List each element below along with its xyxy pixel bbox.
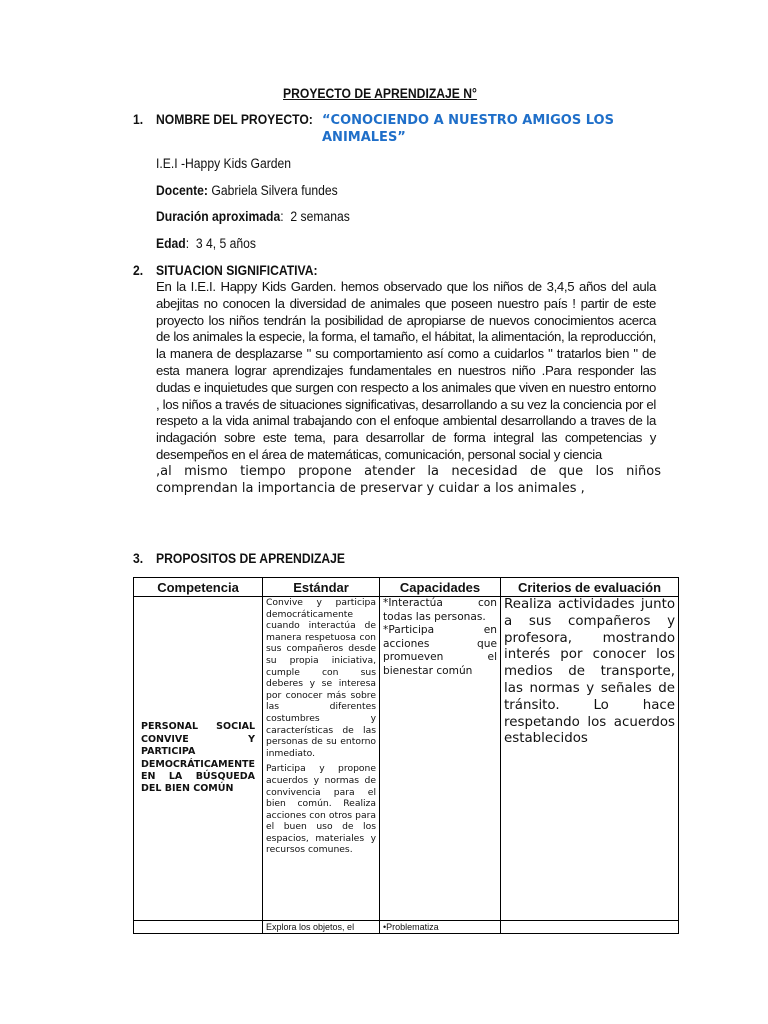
section-1-number: 1. [133, 112, 144, 127]
edad-label: Edad [156, 236, 186, 251]
header-capacidades: Capacidades [380, 578, 501, 597]
capacidades-cell [380, 597, 501, 921]
criterio-cell-empty [501, 921, 679, 934]
institution-name: I.E.I -Happy Kids Garden [156, 156, 292, 171]
edad-line [156, 236, 256, 251]
criterio-cell: Realiza actividades junto a sus compañeros y profesora, mostrando interés por conocer los medios de transporte, las normas y señales de tránsito. Lo hace respetando los acuerdos establecidos [501, 597, 679, 921]
competencia-cell: PERSONAL SOCIAL CONVIVE Y PARTICIPA DEMOCRÁTICAMENTE EN LA BÚSQUEDA DEL BIEN COMÚN [134, 597, 263, 921]
situacion-text-tail: ,al mismo tiempo propone atender la necesidad de que los niños comprendan la importancia de preservar y cuidar a los animales , [156, 464, 661, 496]
estandar-paragraph-2: Participa y propone acuerdos y normas de convivencia para el bien común. Realiza acciones con otros para el buen uso de los espacios, materiales y recursos comunes. [266, 763, 377, 856]
propositos-table [133, 577, 679, 934]
duracion-colon: : [280, 209, 284, 224]
header-criterios: Criterios de evaluación [501, 578, 679, 597]
header-estandar: Estándar [263, 578, 380, 597]
table-row [134, 921, 679, 934]
duracion-line [156, 209, 350, 224]
docente-label: Docente: [156, 183, 208, 198]
project-name: “CONOCIENDO A NUESTRO AMIGOS LOS ANIMALES” [322, 113, 614, 145]
table-row [134, 597, 679, 921]
section-2-label: SITUACION SIGNIFICATIVA: [156, 263, 318, 278]
situacion-text: En la I.E.I. Happy Kids Garden. hemos observado que los niños de 3,4,5 años del aula abejitas no conocen la diversidad de animales que poseen nuestro país ! partir de este proyecto los niños tendrán la posibilidad de apropiarse de nuevos conocimientos acerca de los animales la especie, la forma, el tamaño, el hábitat, la alimentación, la reproducción, la manera de desplazarse " su comportamiento así como a cuidarlos " tratarlos bien " de esta manera lograr aprendizajes fundamentales en nuestros niño .Para responder las dudas e inquietudes que surgen con respecto a los animales que viven en nuestro entorno , los niños a través de situaciones significativas, desarrollando a su vez la conciencia por el respeto a la vida animal trabajando con el enfoque ambiental desarrollando a traves de la indagación sobre este tema, para desarrollar de forma integral las competencias y desempeños en el área de matemáticas, comunicación, personal social y ciencia [156, 279, 656, 462]
estandar-cell [263, 597, 380, 921]
capacidad-cell-2: •Problematiza [380, 921, 501, 934]
estandar-cell-2: Explora los objetos, el [263, 921, 380, 934]
section-1-label: NOMBRE DEL PROYECTO: [156, 112, 313, 127]
capacidad-2: *Participa en acciones que promueven el bienestar común [383, 624, 498, 677]
edad-colon: : [185, 236, 190, 251]
section-3-number: 3. [133, 551, 144, 566]
table-header-row [134, 578, 679, 597]
duracion-label: Duración aproximada [156, 209, 281, 224]
docente-line [156, 183, 338, 198]
section-3-label: PROPOSITOS DE APRENDIZAJE [156, 551, 346, 566]
document-title: PROYECTO DE APRENDIZAJE N° [283, 86, 477, 101]
header-competencia: Competencia [134, 578, 263, 597]
docente-value: Gabriela Silvera fundes [211, 183, 338, 198]
capacidad-1: *Interactúa con todas las personas. [383, 597, 498, 623]
competencia-cell-empty [134, 921, 263, 934]
estandar-paragraph-1: Convive y participa democráticamente cuando interactúa de manera respetuosa con sus compañeros desde su propia iniciativa, cumple con sus deberes y se interesa por conocer más sobre las diferentes costumbres y características de las personas de su entorno inmediato. [266, 597, 377, 759]
section-2-number: 2. [133, 263, 144, 278]
edad-value: 3 4, 5 años [195, 236, 256, 251]
duracion-value: 2 semanas [290, 209, 350, 224]
